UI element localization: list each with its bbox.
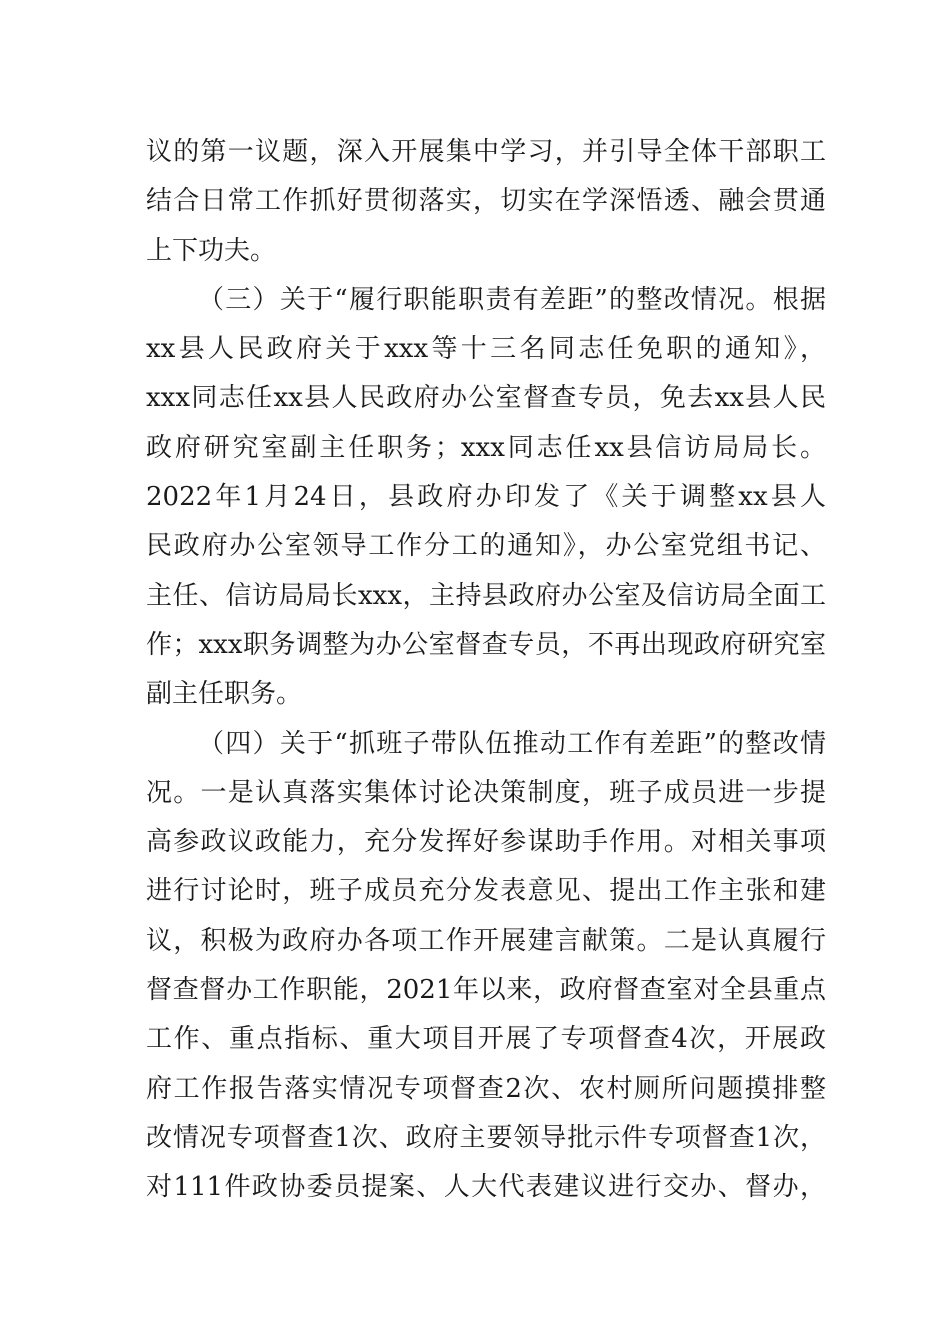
text-line: 进行讨论时，班子成员充分发表意见、提出工作主张和建: [146, 876, 826, 907]
text-line: 政府研究室副主任职务；xxx同志任xx县信访局局长。: [146, 432, 826, 463]
text-line: 工作、重点指标、重大项目开展了专项督查4次，开展政: [146, 1024, 826, 1055]
document-body: [146, 128, 826, 1213]
text-line: 改情况专项督查1次、政府主要领导批示件专项督查1次，: [146, 1122, 826, 1153]
text-line: 副主任职务。: [146, 679, 303, 710]
text-line: 议的第一议题，深入开展集中学习，并引导全体干部职工: [146, 137, 826, 167]
text-line: 议，积极为政府办各项工作开展建言献策。二是认真履行: [146, 925, 826, 956]
text-line: 作；xxx职务调整为办公室督查专员，不再出现政府研究室: [146, 629, 826, 660]
text-line: 2022年1月24日，县政府办印发了《关于调整xx县人: [146, 482, 826, 513]
text-line: （四）关于“抓班子带队伍推动工作有差距”的整改情: [198, 728, 826, 759]
text-line: 对111件政协委员提案、人大代表建议进行交办、督办，: [146, 1172, 826, 1203]
text-line: xxx同志任xx县人民政府办公室督查专员，免去xx县人民: [146, 383, 826, 414]
text-line: 况。一是认真落实集体讨论决策制度，班子成员进一步提: [146, 777, 826, 808]
text-line: 府工作报告落实情况专项督查2次、农村厕所问题摸排整: [146, 1073, 826, 1104]
text-line: xx县人民政府关于xxx等十三名同志任免职的通知》，: [146, 334, 826, 365]
text-line: 督查督办工作职能，2021年以来，政府督查室对全县重点: [146, 975, 826, 1006]
text-line: 民政府办公室领导工作分工的通知》，办公室党组书记、: [146, 531, 826, 562]
text-line: 结合日常工作抓好贯彻落实，切实在学深悟透、融会贯通: [146, 186, 826, 217]
text-line: 上下功夫。: [146, 235, 277, 266]
text-line: 高参政议政能力，充分发挥好参谋助手作用。对相关事项: [146, 827, 826, 858]
text-line: 主任、信访局局长xxx，主持县政府办公室及信访局全面工: [146, 580, 826, 611]
text-line: （三）关于“履行职能职责有差距”的整改情况。根据: [198, 284, 826, 315]
